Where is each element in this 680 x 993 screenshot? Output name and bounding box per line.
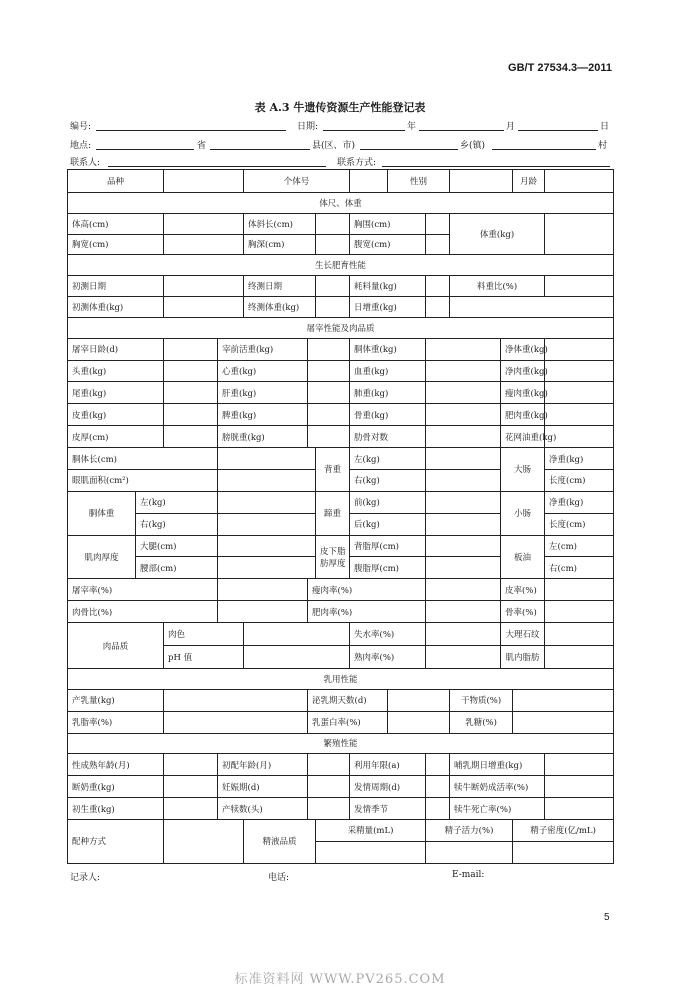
slaughter-label: 花网油重(kg): [501, 426, 545, 448]
chest-depth-input[interactable]: [316, 234, 350, 255]
carcass-length-label: 胴体长(cm): [68, 448, 218, 470]
start-date-input[interactable]: [164, 276, 244, 297]
date-label: 日期:: [297, 122, 319, 132]
belly-fat-label: 腹脂厚(cm): [350, 557, 426, 579]
repro-label: 发情季节: [350, 798, 426, 820]
slaughter-label: 骨重(kg): [350, 404, 426, 426]
month-label: 月: [506, 122, 516, 132]
carcass-right-label: 右(kg): [136, 513, 218, 535]
repro-label: 初生重(kg): [68, 798, 164, 820]
section-body-size: 体尺、体重: [68, 192, 614, 213]
email-label: E-mail:: [452, 870, 485, 880]
back-left-label: 左(kg): [350, 448, 426, 470]
end-date-input[interactable]: [316, 276, 350, 297]
slaughter-input[interactable]: [545, 338, 614, 360]
slaughter-label: 心重(kg): [218, 360, 308, 382]
sex-input[interactable]: [450, 170, 513, 193]
lactose-input[interactable]: [513, 711, 614, 733]
cooked-meat-label: 熟肉率(%): [350, 646, 426, 669]
start-date-label: 初测日期: [68, 276, 164, 297]
sperm-density-input[interactable]: [513, 841, 614, 863]
ph-input[interactable]: [244, 646, 350, 669]
province-label: 省: [197, 141, 207, 151]
township-field[interactable]: [360, 149, 458, 150]
slaughter-input[interactable]: [164, 338, 218, 360]
fat-pct-label: 肥肉率(%): [308, 601, 426, 623]
chest-girth-input[interactable]: [426, 213, 450, 234]
lean-pct-input[interactable]: [426, 579, 501, 601]
daily-gain-label: 日增重(kg): [350, 297, 426, 318]
end-weight-label: 终测体重(kg): [244, 297, 316, 318]
intramuscular-fat-input[interactable]: [545, 646, 614, 669]
repro-input[interactable]: [545, 776, 614, 798]
skin-pct-input[interactable]: [545, 579, 614, 601]
slaughter-input[interactable]: [308, 404, 350, 426]
chest-depth-label: 胸深(cm): [244, 234, 316, 255]
milk-yield-label: 产乳量(kg): [68, 689, 164, 711]
carcass-length-input[interactable]: [218, 448, 316, 470]
slaughter-label: 屠宰日龄(d): [68, 338, 164, 360]
feed-gain-ratio-label: 料重比(%): [450, 276, 545, 297]
thigh-input[interactable]: [218, 535, 316, 557]
loin-eye-area-input[interactable]: [218, 469, 316, 491]
belly-fat-input[interactable]: [426, 557, 501, 579]
age-input[interactable]: [545, 170, 614, 193]
slaughter-label: 脾重(kg): [218, 404, 308, 426]
slaughter-input[interactable]: [164, 360, 218, 382]
carcass-left-input[interactable]: [218, 491, 316, 513]
phone-label: 电话:: [268, 873, 290, 883]
repro-label: 妊娠期(d): [218, 776, 308, 798]
page-number: 5: [604, 912, 610, 923]
repro-input[interactable]: [545, 798, 614, 820]
loin-eye-area-label: 眼肌面积(cm²): [68, 469, 218, 491]
slaughter-label: 肋骨对数: [350, 426, 426, 448]
slaughter-input[interactable]: [545, 404, 614, 426]
feed-gain-ratio-input[interactable]: [545, 276, 614, 297]
repro-label: 产犊数(头): [218, 798, 308, 820]
village-field[interactable]: [492, 149, 596, 150]
back-right-label: 右(kg): [350, 469, 426, 491]
repro-input[interactable]: [545, 754, 614, 776]
repro-input[interactable]: [308, 798, 350, 820]
milk-yield-input[interactable]: [164, 689, 308, 711]
slaughter-input[interactable]: [545, 382, 614, 404]
small-intestine-net-label: 净重(kg): [545, 491, 614, 513]
marbling-input[interactable]: [545, 623, 614, 646]
slaughter-label: 血重(kg): [350, 360, 426, 382]
intramuscular-fat-label: 肌内脂肪: [501, 646, 545, 669]
slaughter-label: 膀胱重(kg): [218, 426, 308, 448]
section-growth: 生长肥育性能: [68, 255, 614, 276]
section-repro: 繁殖性能: [68, 733, 614, 754]
dressing-pct-input[interactable]: [218, 579, 308, 601]
slaughter-label: 尾重(kg): [68, 382, 164, 404]
meat-color-label: 肉色: [164, 623, 244, 646]
growth-blank: [450, 297, 614, 318]
individual-no-input[interactable]: [350, 170, 388, 193]
county-field[interactable]: [210, 149, 310, 150]
chest-width-label: 胸宽(cm): [68, 234, 164, 255]
abdominal-width-input[interactable]: [426, 234, 450, 255]
repro-label: 初配年龄(月): [218, 754, 308, 776]
water-loss-label: 失水率(%): [350, 623, 426, 646]
leaf-fat-label: 板油: [501, 535, 545, 579]
meat-color-input[interactable]: [244, 623, 350, 646]
day-field[interactable]: [518, 130, 598, 131]
slaughter-input[interactable]: [164, 382, 218, 404]
daily-gain-input[interactable]: [426, 297, 450, 318]
thigh-label: 大腿(cm): [136, 535, 218, 557]
chest-width-input[interactable]: [164, 234, 244, 255]
slaughter-input[interactable]: [308, 382, 350, 404]
slaughter-input[interactable]: [426, 404, 501, 426]
slaughter-label: 皮厚(cm): [68, 426, 164, 448]
sex-label: 性别: [388, 170, 450, 193]
large-intestine-label: 大肠: [501, 448, 545, 492]
registration-table: [67, 169, 614, 864]
back-fat-input[interactable]: [426, 535, 501, 557]
oblique-length-input[interactable]: [316, 213, 350, 234]
carcass-left-label: 左(kg): [136, 491, 218, 513]
leaf-fat-left-label: 左(cm): [545, 535, 614, 557]
feed-consumption-input[interactable]: [426, 276, 450, 297]
year-label: 年: [407, 122, 417, 132]
body-weight-label: 体重(kg): [450, 213, 545, 255]
chest-girth-label: 胸围(cm): [350, 213, 426, 234]
fat-pct-input[interactable]: [426, 601, 501, 623]
section-milk: 乳用性能: [68, 668, 614, 689]
sperm-motility-input[interactable]: [426, 841, 513, 863]
dry-matter-label: 干物质(%): [450, 689, 513, 711]
hoof-weight-label: 蹄重: [316, 491, 350, 535]
contact-method-field[interactable]: [382, 166, 610, 167]
dressing-pct-label: 屠宰率(%): [68, 579, 218, 601]
leaf-fat-right-label: 右(cm): [545, 557, 614, 579]
watermark: 标准资料网 WWW.PV265.COM: [234, 972, 446, 987]
milk-fat-label: 乳脂率(%): [68, 711, 164, 733]
marbling-label: 大理石纹: [501, 623, 545, 646]
month-field[interactable]: [419, 130, 504, 131]
hoof-front-label: 前(kg): [350, 491, 426, 513]
large-intestine-length-label: 长度(cm): [545, 469, 614, 491]
age-label: 月龄: [513, 170, 545, 193]
oblique-length-label: 体斜长(cm): [244, 213, 316, 234]
slaughter-input[interactable]: [426, 338, 501, 360]
ph-label: pH 值: [164, 646, 244, 669]
slaughter-label: 肺重(kg): [350, 382, 426, 404]
bone-pct-input[interactable]: [545, 601, 614, 623]
slaughter-input[interactable]: [308, 426, 350, 448]
end-date-label: 终测日期: [244, 276, 316, 297]
slaughter-input[interactable]: [426, 426, 501, 448]
repro-input[interactable]: [308, 754, 350, 776]
loin-input[interactable]: [218, 557, 316, 579]
large-intestine-net-label: 净重(kg): [545, 448, 614, 470]
height-input[interactable]: [164, 213, 244, 234]
start-weight-input[interactable]: [164, 297, 244, 318]
slaughter-input[interactable]: [308, 360, 350, 382]
slaughter-input[interactable]: [164, 426, 218, 448]
slaughter-label: 肝重(kg): [218, 382, 308, 404]
semen-volume-input[interactable]: [316, 841, 426, 863]
repro-label: 断奶重(kg): [68, 776, 164, 798]
mating-method-label: 配种方式: [68, 819, 164, 863]
slaughter-input[interactable]: [426, 360, 501, 382]
bone-pct-label: 骨率(%): [501, 601, 545, 623]
small-intestine-length-label: 长度(cm): [545, 513, 614, 535]
body-weight-input[interactable]: [545, 213, 614, 255]
carcass-weight-label: 胴体重: [68, 491, 136, 535]
back-right-input[interactable]: [426, 469, 501, 491]
height-label: 体高(cm): [68, 213, 164, 234]
milk-protein-input[interactable]: [388, 711, 450, 733]
semen-quality-label: 精液品质: [244, 819, 316, 863]
milk-protein-label: 乳蛋白率(%): [308, 711, 388, 733]
section-slaughter: 屠宰性能及肉品质: [68, 317, 614, 338]
slaughter-label: 皮重(kg): [68, 404, 164, 426]
meat-bone-ratio-input[interactable]: [218, 601, 308, 623]
hoof-front-input[interactable]: [426, 491, 501, 513]
loin-label: 腰部(cm): [136, 557, 218, 579]
slaughter-label: 肥肉重(kg): [501, 404, 545, 426]
repro-label: 犊牛死亡率(%): [450, 798, 545, 820]
year-field[interactable]: [323, 130, 405, 131]
slaughter-input[interactable]: [308, 338, 350, 360]
slaughter-label: 净肉重(kg): [501, 360, 545, 382]
contact-field[interactable]: [108, 166, 326, 167]
village-label: 村: [598, 141, 608, 151]
lactation-days-input[interactable]: [388, 689, 450, 711]
semen-volume-label: 采精量(mL): [316, 819, 426, 841]
standard-number: GB/T 27534.3—2011: [508, 62, 612, 74]
slaughter-label: 瘦肉重(kg): [501, 382, 545, 404]
feed-consumption-label: 耗料量(kg): [350, 276, 426, 297]
slaughter-input[interactable]: [164, 404, 218, 426]
repro-input[interactable]: [426, 754, 450, 776]
number-field[interactable]: [96, 130, 286, 131]
individual-no-label: 个体号: [244, 170, 350, 193]
carcass-right-input[interactable]: [218, 513, 316, 535]
skin-pct-label: 皮率(%): [501, 579, 545, 601]
sperm-density-label: 精子密度(亿/mL): [513, 819, 614, 841]
back-fat-label: 背脂厚(cm): [350, 535, 426, 557]
breed-input[interactable]: [164, 170, 244, 193]
subcutaneous-line1: 皮下脂: [320, 546, 346, 557]
repro-input[interactable]: [164, 776, 218, 798]
slaughter-label: 胴体重(kg): [350, 338, 426, 360]
location-label: 地点:: [70, 141, 92, 151]
subcutaneous-line2: 肪厚度: [320, 558, 346, 569]
slaughter-label: 头重(kg): [68, 360, 164, 382]
hoof-rear-input[interactable]: [426, 513, 501, 535]
slaughter-label: 净体重(kg): [501, 338, 545, 360]
slaughter-label: 宰前活重(kg): [218, 338, 308, 360]
hoof-rear-label: 后(kg): [350, 513, 426, 535]
lean-pct-label: 瘦肉率(%): [308, 579, 426, 601]
cooked-meat-input[interactable]: [426, 646, 501, 669]
recorder-label: 记录人:: [70, 873, 101, 883]
repro-input[interactable]: [164, 754, 218, 776]
repro-label: 性成熟年龄(月): [68, 754, 164, 776]
township-label: 乡(镇): [460, 141, 486, 151]
repro-input[interactable]: [426, 798, 450, 820]
repro-input[interactable]: [426, 776, 450, 798]
repro-label: 犊牛断奶成活率(%): [450, 776, 545, 798]
slaughter-input[interactable]: [545, 360, 614, 382]
breed-label: 品种: [68, 170, 164, 193]
slaughter-input[interactable]: [426, 382, 501, 404]
number-label: 编号:: [70, 122, 92, 132]
sperm-motility-label: 精子活力(%): [426, 819, 513, 841]
dry-matter-input[interactable]: [513, 689, 614, 711]
water-loss-input[interactable]: [426, 623, 501, 646]
contact-label: 联系人:: [70, 158, 101, 168]
end-weight-input[interactable]: [316, 297, 350, 318]
repro-input[interactable]: [308, 776, 350, 798]
repro-label: 哺乳期日增重(kg): [450, 754, 545, 776]
lactose-label: 乳糖(%): [450, 711, 513, 733]
muscle-thickness-label: 肌肉厚度: [68, 535, 136, 579]
mating-method-input[interactable]: [164, 819, 244, 863]
subcutaneous-fat-label: [316, 535, 350, 579]
small-intestine-label: 小肠: [501, 491, 545, 535]
back-weight-label: 背重: [316, 448, 350, 492]
meat-quality-label: 肉品质: [68, 623, 164, 669]
day-label: 日: [600, 122, 610, 132]
start-weight-label: 初测体重(kg): [68, 297, 164, 318]
repro-label: 发情周期(d): [350, 776, 426, 798]
table-title: 表 A.3 牛遗传资源生产性能登记表: [254, 101, 426, 114]
province-field[interactable]: [96, 149, 194, 150]
lactation-days-label: 泌乳期天数(d): [308, 689, 388, 711]
back-left-input[interactable]: [426, 448, 501, 470]
contact-method-label: 联系方式:: [337, 158, 377, 168]
abdominal-width-label: 腹宽(cm): [350, 234, 426, 255]
repro-input[interactable]: [164, 798, 218, 820]
meat-bone-ratio-label: 肉骨比(%): [68, 601, 218, 623]
milk-fat-input[interactable]: [164, 711, 308, 733]
county-label: 县(区、市): [312, 141, 356, 151]
repro-label: 利用年限(a): [350, 754, 426, 776]
